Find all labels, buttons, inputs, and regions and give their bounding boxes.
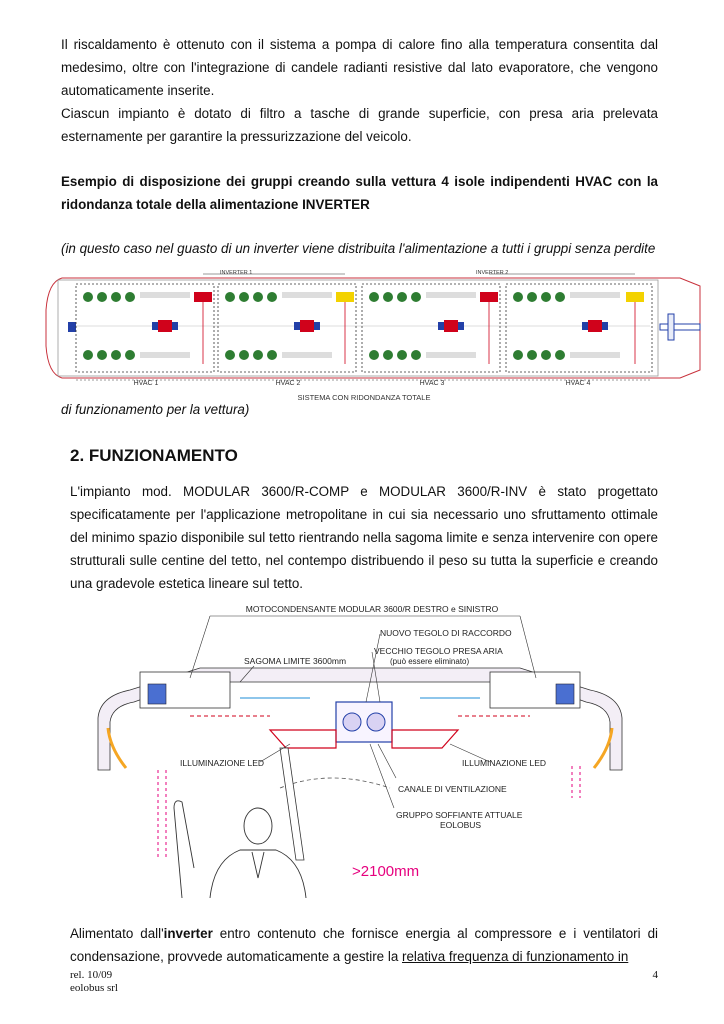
hvac-2-label: HVAC 2 xyxy=(275,380,301,387)
hvac-4-label: HVAC 4 xyxy=(565,380,591,387)
intro-paragraph-2: Ciascun impianto è dotato di filtro a tasche di grande superficie, con presa aria prelevata esternamente per garantire la pressurizzazione del veicolo. xyxy=(61,106,658,144)
label-nuovo-tegolo: NUOVO TEGOLO DI RACCORDO xyxy=(380,628,512,638)
hvac-1-label: HVAC 1 xyxy=(133,380,159,387)
label-gruppo-brand: EOLOBUS xyxy=(440,820,482,830)
end-connector-icon xyxy=(68,322,76,332)
intro-paragraph-1: Il riscaldamento è ottenuto con il sistema a pompa di calore fino alla temperatura consentita dal medesimo, oltre con l'integrazione di candele radianti resistive dal lato evaporatore, che vengono automaticamente inserite. xyxy=(61,37,658,98)
label-canale: CANALE DI VENTILAZIONE xyxy=(398,784,507,794)
example-note-start: (in questo caso nel guasto di un inverter viene distribuita l'alimentazione a tutti i gruppi senza perdite xyxy=(61,241,656,256)
page-number: 4 xyxy=(652,969,658,981)
hvac-layout-diagram xyxy=(40,266,720,406)
closing-underlined: relativa frequenza di funzionamento in xyxy=(402,949,629,964)
label-motocondensante: MOTOCONDENSANTE MODULAR 3600/R DESTRO e SINISTRO xyxy=(245,604,499,614)
hvac-3-label: HVAC 3 xyxy=(419,380,445,387)
closing-bold: inverter xyxy=(163,926,213,941)
hvac-module-1 xyxy=(76,284,214,372)
diagram1-caption: SISTEMA CON RIDONDANZA TOTALE xyxy=(297,393,431,402)
hvac-module-4 xyxy=(506,284,652,372)
label-gruppo: GRUPPO SOFFIANTE ATTUALE xyxy=(396,810,523,820)
closing-pre: Alimentato dall' xyxy=(70,926,164,941)
example-note-end: di funzionamento per la vettura) xyxy=(61,402,250,417)
label-led-left: ILLUMINAZIONE LED xyxy=(180,758,265,768)
section-heading: 2. FUNZIONAMENTO xyxy=(70,446,238,465)
label-vecchio-tegolo-note: (può essere eliminato) xyxy=(390,657,470,666)
closing-post: entro contenuto che fornisce energia al compressore e i ventilatori di condensazione, provvede automaticamente a gestire la xyxy=(70,926,658,964)
closing-paragraph xyxy=(70,922,658,968)
inverter-2-label: INVERTER 2 xyxy=(476,270,509,276)
height-label: >2100mm xyxy=(352,863,420,880)
label-led-right: ILLUMINAZIONE LED xyxy=(462,758,547,768)
person-illustration xyxy=(174,801,306,898)
hvac-module-2 xyxy=(218,284,356,372)
inverter-1-label: INVERTER 1 xyxy=(220,270,253,276)
footer-company: eolobus srl xyxy=(70,982,118,994)
roof-section-diagram xyxy=(90,598,650,898)
label-sagoma: SAGOMA LIMITE 3600mm xyxy=(244,656,347,666)
hvac-module-3 xyxy=(362,284,500,372)
section-paragraph: L'impianto mod. MODULAR 3600/R-COMP e MODULAR 3600/R-INV è stato progettato specificatamente per l'applicazione metropolitane in cui sia necessario uno sfruttamento ottimale del minimo spazio disponibile sul tetto rientrando nella sagoma limite e senza intervenire con opere strutturali sulle centine del tetto, nel contempo distribuendo il peso su tutta la superficie e creando una gradevole estetica lineare sul tetto. xyxy=(70,484,658,591)
label-vecchio-tegolo: VECCHIO TEGOLO PRESA ARIA xyxy=(374,646,503,656)
example-title: Esempio di disposizione dei gruppi creando sulla vettura 4 isole indipendenti HVAC con la ridondanza totale della alimentazione INVERTER xyxy=(61,174,658,212)
footer-rel: rel. 10/09 xyxy=(70,969,113,981)
